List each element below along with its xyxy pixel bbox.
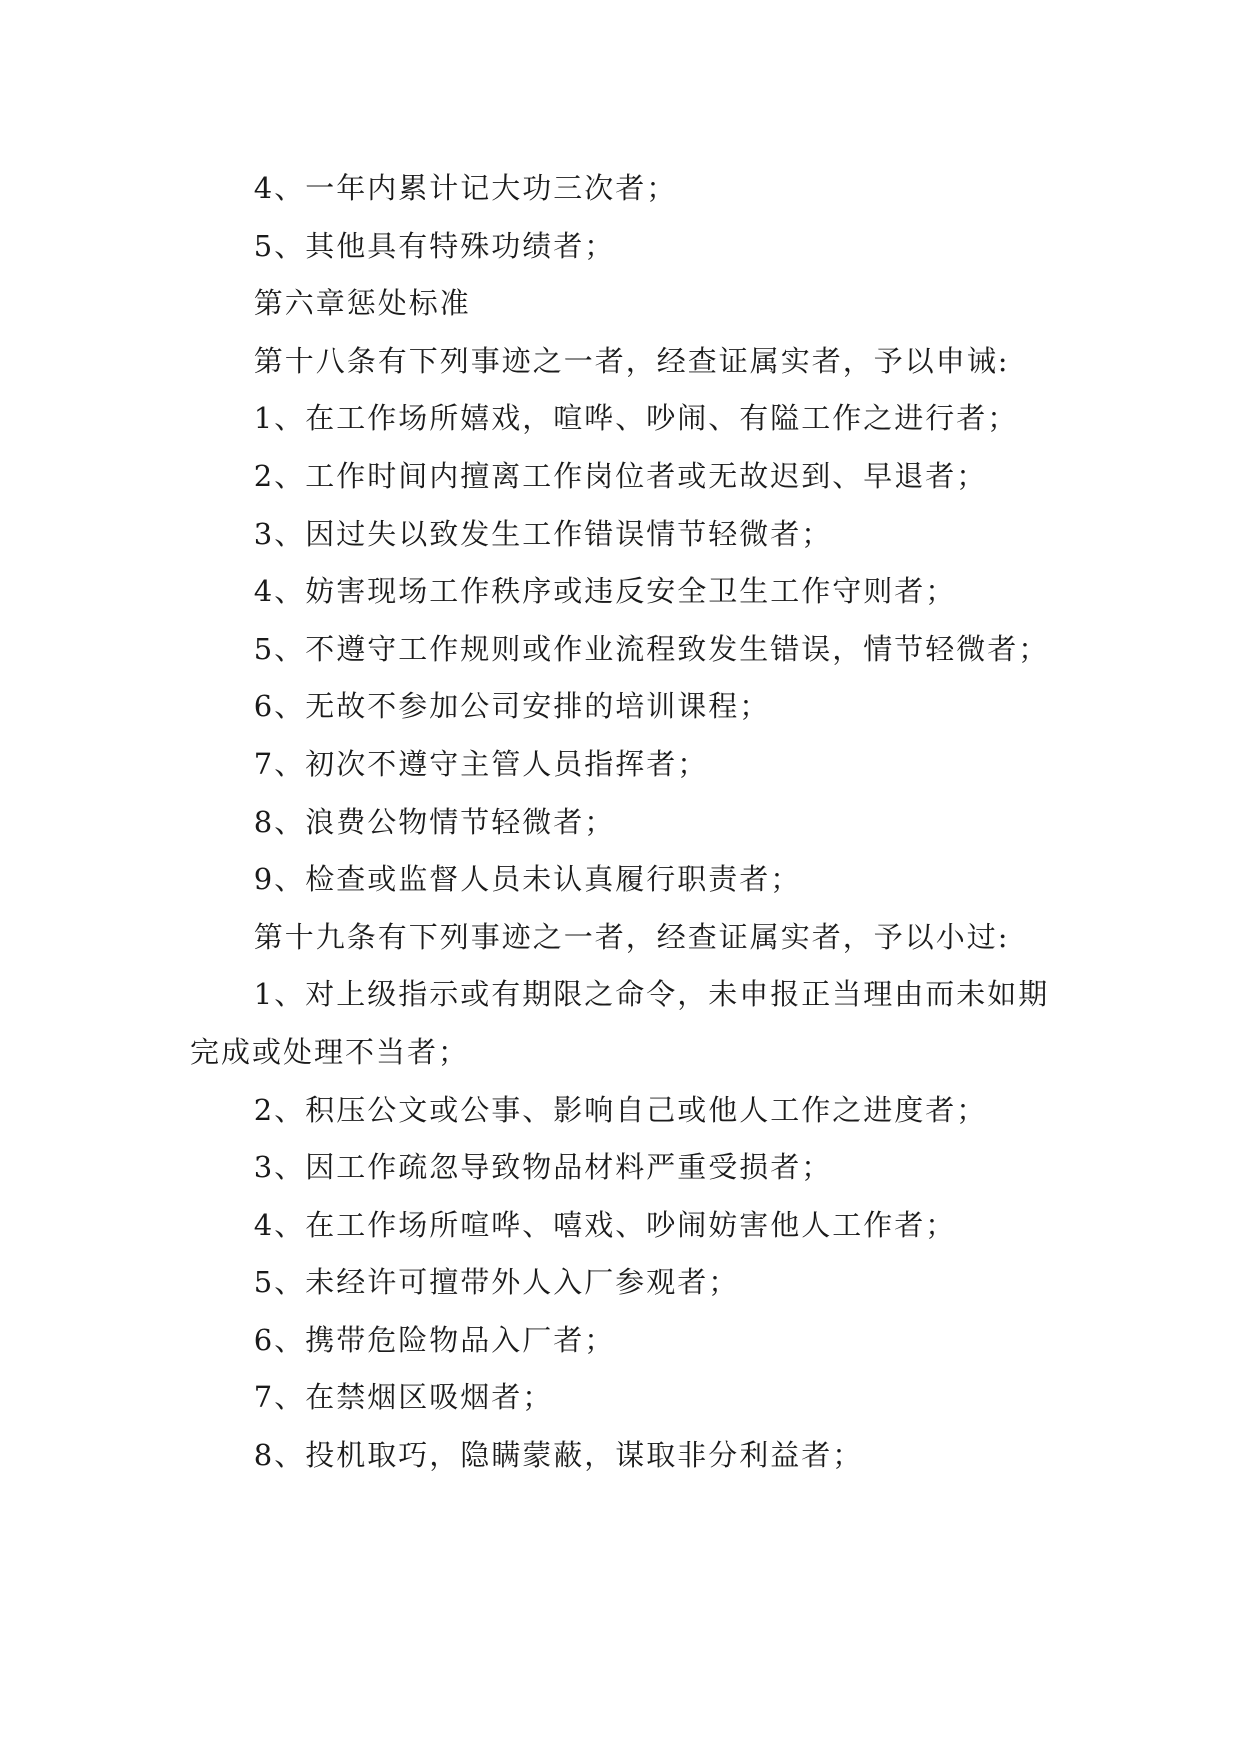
article18-item1: 1、在工作场所嬉戏，喧哗、吵闹、有隘工作之进行者； <box>253 401 1019 436</box>
paragraph-article17-item5: 5、其他具有特殊功绩者； <box>253 228 616 263</box>
chapter-heading-6: 第六章惩处标准 <box>253 286 471 321</box>
paragraph-article17-item4: 4、一年内累计记大功三次者； <box>253 171 678 205</box>
article18-item4: 4、妨害现场工作秩序或违反安全卫生工作守则者； <box>253 574 957 609</box>
article18-item2: 2、工作时间内擅离工作岗位者或无故迟到、早退者； <box>253 458 988 493</box>
article18-item6: 6、无故不参加公司安排的培训课程； <box>253 689 771 724</box>
article-18-heading: 第十八条有下列事迹之一者，经查证属实者，予以申诫: <box>253 343 1010 378</box>
article19-item1: 1、对上级指示或有期限之命令，未申报正当理由而未如期完成或处理不当者； <box>190 977 1050 1069</box>
article19-item6: 6、携带危险物品入厂者； <box>253 1322 616 1357</box>
article18-item5: 5、不遵守工作规则或作业流程致发生错误，情节轻微者； <box>253 631 1050 666</box>
article19-item7: 7、在禁烟区吸烟者； <box>253 1380 554 1415</box>
article19-item2: 2、积压公文或公事、影响自己或他人工作之进度者； <box>253 1092 988 1127</box>
article19-item4: 4、在工作场所喧哗、嘻戏、吵闹妨害他人工作者； <box>253 1207 957 1242</box>
article-19-heading: 第十九条有下列事迹之一者，经查证属实者，予以小过: <box>253 919 1010 954</box>
article19-item3: 3、因工作疏忽导致物品材料严重受损者； <box>253 1150 833 1185</box>
article18-item8: 8、浪费公物情节轻微者； <box>253 804 616 839</box>
article18-item7: 7、初次不遵守主管人员指挥者； <box>253 746 709 781</box>
article19-item8: 8、投机取巧，隐瞒蒙蔽，谋取非分利益者； <box>253 1438 864 1473</box>
article18-item3: 3、因过失以致发生工作错误情节轻微者； <box>253 516 833 551</box>
article19-item5: 5、未经许可擅带外人入厂参观者； <box>253 1265 740 1300</box>
article18-item9: 9、检查或监督人员未认真履行职责者； <box>253 862 802 897</box>
document-body <box>190 160 1050 1485</box>
